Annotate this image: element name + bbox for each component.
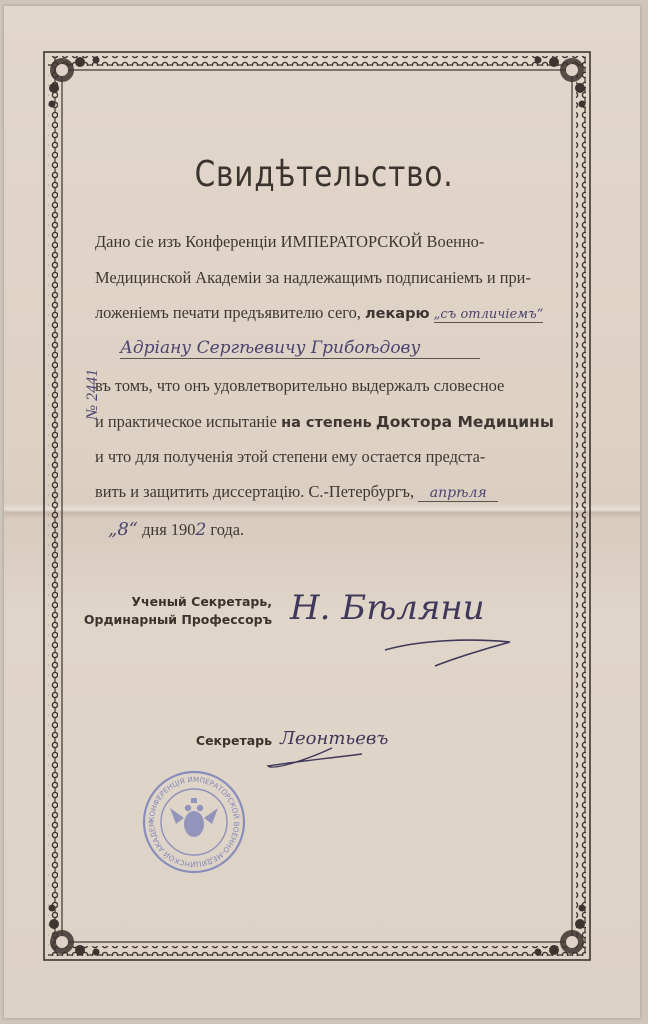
degree-name: Доктора Медицины [375, 413, 554, 431]
handwritten-day: „8“ [108, 519, 138, 540]
date-line [108, 519, 568, 540]
clerk-signature: Леонтьевъ [280, 728, 389, 749]
body-line-8-printed: вить и защитить диссертацiю. С.-Петербургъ, [95, 482, 415, 501]
registration-number: № 2441 [84, 368, 101, 420]
handwritten-month: апрѣля [418, 485, 498, 502]
degree-prefix: на степень [281, 415, 372, 431]
recipient-name-line [120, 338, 580, 359]
secretary-signature-flourish [380, 620, 520, 670]
body-line-1: Дано сiе изъ Конференцiи ИМПЕРАТОРСКОЙ Военно- [95, 232, 485, 251]
clerk-signature-flourish [262, 744, 372, 774]
academy-seal-stamp [140, 768, 248, 876]
physician-title: лекарю [364, 306, 430, 322]
recipient-name: Адрiану Сергѣевичу Грибоѣдову [120, 338, 480, 359]
secretary-title-2: Ординарный Профессоръ [83, 612, 272, 627]
body-line-6 [95, 412, 555, 432]
secretary-signature: Н. Бѣляни [290, 588, 485, 628]
date-text-1: дня 190 [142, 520, 196, 539]
body-line-5: въ томъ, что онъ удовлетворительно выдержалъ словесное [95, 376, 505, 395]
handwritten-distinction: „съ отличiемъ“ [433, 307, 544, 322]
body-line-6-printed: и практическое испытанiе [95, 412, 277, 431]
double-eagle-icon [170, 798, 218, 837]
body-line-3 [95, 303, 555, 323]
body-line-2: Медицинской Академiи за надлежащимъ подписанiемъ и при- [95, 268, 531, 287]
body-line-7: и что для полученiя этой степени ему остается предста- [95, 447, 486, 466]
handwritten-year-digit: 2 [195, 520, 207, 540]
date-text-2: года. [210, 520, 245, 539]
body-line-8 [95, 482, 555, 502]
certificate-title: Свидѣтельство. [194, 154, 454, 195]
clerk-title: Секретарь [195, 733, 272, 748]
secretary-title-1: Ученый Секретарь, [131, 594, 272, 609]
body-line-3-printed: ложенiемъ печати предъявителю сего, [95, 303, 361, 322]
seal-ring-text: КОНФЕРЕНЦIЯ ИМПЕРАТОРСКОЙ ВОЕННО-МЕДИЦИНСКОЙ АКАДЕМ [146, 774, 242, 870]
